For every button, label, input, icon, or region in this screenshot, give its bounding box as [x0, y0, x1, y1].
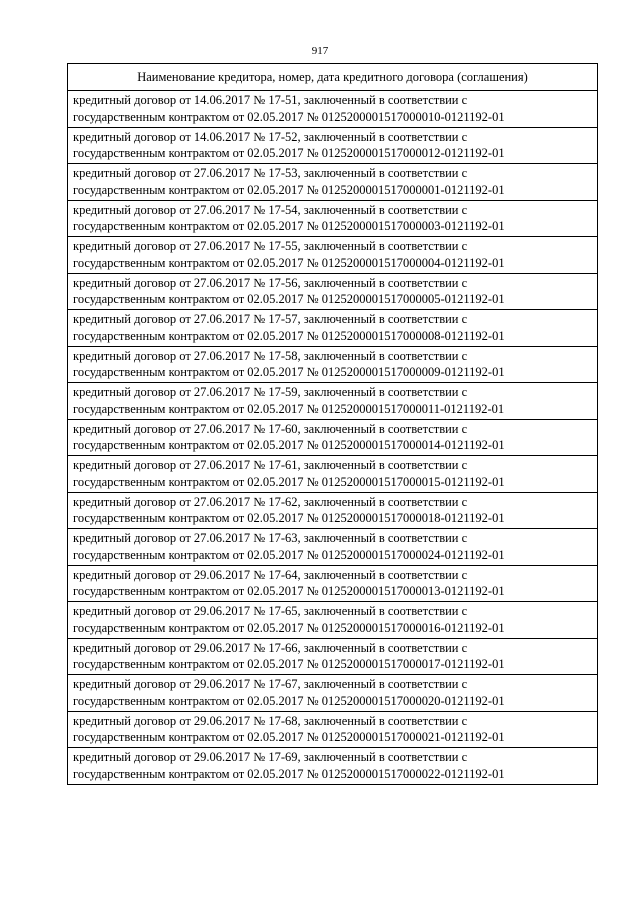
table-cell-agreement — [68, 529, 598, 566]
table-row — [68, 419, 598, 456]
agreement-line: кредитный договор от 29.06.2017 № 17-68, заключенный в соответствии с — [73, 713, 468, 728]
contract-line: государственным контрактом от 02.05.2017 № 0125200001517000001-0121192-01 — [73, 182, 505, 197]
agreement-line: кредитный договор от 29.06.2017 № 17-69, заключенный в соответствии с — [73, 750, 468, 764]
agreement-line: кредитный договор от 14.06.2017 № 17-51, заключенный в соответствии с — [73, 93, 468, 107]
table-cell-agreement — [68, 273, 598, 310]
contract-line: государственным контрактом от 02.05.2017 № 0125200001517000020-0121192-01 — [73, 693, 505, 708]
contract-line: государственным контрактом от 02.05.2017 № 0125200001517000014-0121192-01 — [73, 438, 505, 452]
table-row — [68, 273, 598, 310]
table-cell-agreement — [68, 164, 598, 201]
agreement-line: кредитный договор от 29.06.2017 № 17-66, заключенный в соответствии с — [73, 640, 468, 655]
table-cell-agreement — [68, 492, 598, 529]
contract-line: государственным контрактом от 02.05.2017 № 0125200001517000003-0121192-01 — [73, 219, 505, 233]
agreement-line: кредитный договор от 27.06.2017 № 17-53, заключенный в соответствии с — [73, 166, 468, 180]
agreement-line: кредитный договор от 27.06.2017 № 17-61, заключенный в соответствии с — [73, 458, 468, 472]
contract-line: государственным контрактом от 02.05.2017 № 0125200001517000005-0121192-01 — [73, 292, 505, 306]
table-cell-agreement — [68, 91, 598, 128]
credit-agreements-table — [67, 63, 598, 785]
table-body — [68, 91, 598, 785]
table-row — [68, 675, 598, 712]
agreement-line: кредитный договор от 27.06.2017 № 17-60, заключенный в соответствии с — [73, 421, 468, 436]
table-row — [68, 310, 598, 347]
contract-line: государственным контрактом от 02.05.2017 № 0125200001517000010-0121192-01 — [73, 109, 505, 124]
agreement-line: кредитный договор от 27.06.2017 № 17-58, заключенный в соответствии с — [73, 348, 468, 363]
table-row — [68, 602, 598, 639]
table-row — [68, 346, 598, 383]
agreement-line: кредитный договор от 27.06.2017 № 17-54, заключенный в соответствии с — [73, 202, 468, 217]
table-header-row — [68, 64, 598, 91]
agreement-line: кредитный договор от 29.06.2017 № 17-67, заключенный в соответствии с — [73, 677, 468, 691]
table-row — [68, 200, 598, 237]
table-row — [68, 529, 598, 566]
table-row — [68, 237, 598, 274]
contract-line: государственным контрактом от 02.05.2017 № 0125200001517000017-0121192-01 — [73, 657, 505, 671]
contract-line: государственным контрактом от 02.05.2017 № 0125200001517000015-0121192-01 — [73, 474, 505, 489]
contract-line: государственным контрактом от 02.05.2017 № 0125200001517000024-0121192-01 — [73, 547, 505, 562]
contract-line: государственным контрактом от 02.05.2017 № 0125200001517000004-0121192-01 — [73, 255, 505, 270]
table-cell-agreement — [68, 383, 598, 420]
agreement-line: кредитный договор от 27.06.2017 № 17-57, заключенный в соответствии с — [73, 312, 468, 326]
table-cell-agreement — [68, 638, 598, 675]
table-row — [68, 711, 598, 748]
table-cell-agreement — [68, 127, 598, 164]
agreement-line: кредитный договор от 14.06.2017 № 17-52, заключенный в соответствии с — [73, 129, 468, 144]
table-cell-agreement — [68, 237, 598, 274]
contract-line: государственным контрактом от 02.05.2017 № 0125200001517000011-0121192-01 — [73, 401, 505, 416]
table-row — [68, 565, 598, 602]
table-row — [68, 164, 598, 201]
contract-line: государственным контрактом от 02.05.2017 № 0125200001517000021-0121192-01 — [73, 730, 505, 744]
agreement-line: кредитный договор от 29.06.2017 № 17-64, заключенный в соответствии с — [73, 567, 468, 582]
table-cell-agreement — [68, 419, 598, 456]
agreement-line: кредитный договор от 27.06.2017 № 17-62, заключенный в соответствии с — [73, 494, 468, 509]
table-cell-agreement — [68, 200, 598, 237]
contract-line: государственным контрактом от 02.05.2017 № 0125200001517000012-0121192-01 — [73, 146, 505, 160]
table-cell-agreement — [68, 346, 598, 383]
agreement-line: кредитный договор от 29.06.2017 № 17-65, заключенный в соответствии с — [73, 604, 468, 618]
contract-line: государственным контрактом от 02.05.2017 № 0125200001517000022-0121192-01 — [73, 766, 505, 781]
column-header-creditor: Наименование кредитора, номер, дата кредитного договора (соглашения) — [68, 64, 598, 91]
table-cell-agreement — [68, 711, 598, 748]
table-cell-agreement — [68, 602, 598, 639]
contract-line: государственным контрактом от 02.05.2017 № 0125200001517000016-0121192-01 — [73, 620, 505, 635]
table-row — [68, 492, 598, 529]
contract-line: государственным контрактом от 02.05.2017 № 0125200001517000008-0121192-01 — [73, 328, 505, 343]
table-row — [68, 127, 598, 164]
contract-line: государственным контрактом от 02.05.2017 № 0125200001517000013-0121192-01 — [73, 584, 505, 598]
agreement-line: кредитный договор от 27.06.2017 № 17-56, заключенный в соответствии с — [73, 275, 468, 290]
table-row — [68, 638, 598, 675]
agreement-line: кредитный договор от 27.06.2017 № 17-63, заключенный в соответствии с — [73, 531, 468, 545]
table-row — [68, 91, 598, 128]
agreement-line: кредитный договор от 27.06.2017 № 17-59, заключенный в соответствии с — [73, 385, 468, 399]
contract-line: государственным контрактом от 02.05.2017 № 0125200001517000018-0121192-01 — [73, 511, 505, 525]
table-cell-agreement — [68, 748, 598, 785]
table-cell-agreement — [68, 565, 598, 602]
agreement-line: кредитный договор от 27.06.2017 № 17-55, заключенный в соответствии с — [73, 239, 468, 253]
table-row — [68, 456, 598, 493]
table-row — [68, 383, 598, 420]
table-cell-agreement — [68, 310, 598, 347]
table-row — [68, 748, 598, 785]
page-number: 917 — [311, 45, 329, 57]
table-cell-agreement — [68, 675, 598, 712]
contract-line: государственным контрактом от 02.05.2017 № 0125200001517000009-0121192-01 — [73, 365, 505, 379]
table-cell-agreement — [68, 456, 598, 493]
